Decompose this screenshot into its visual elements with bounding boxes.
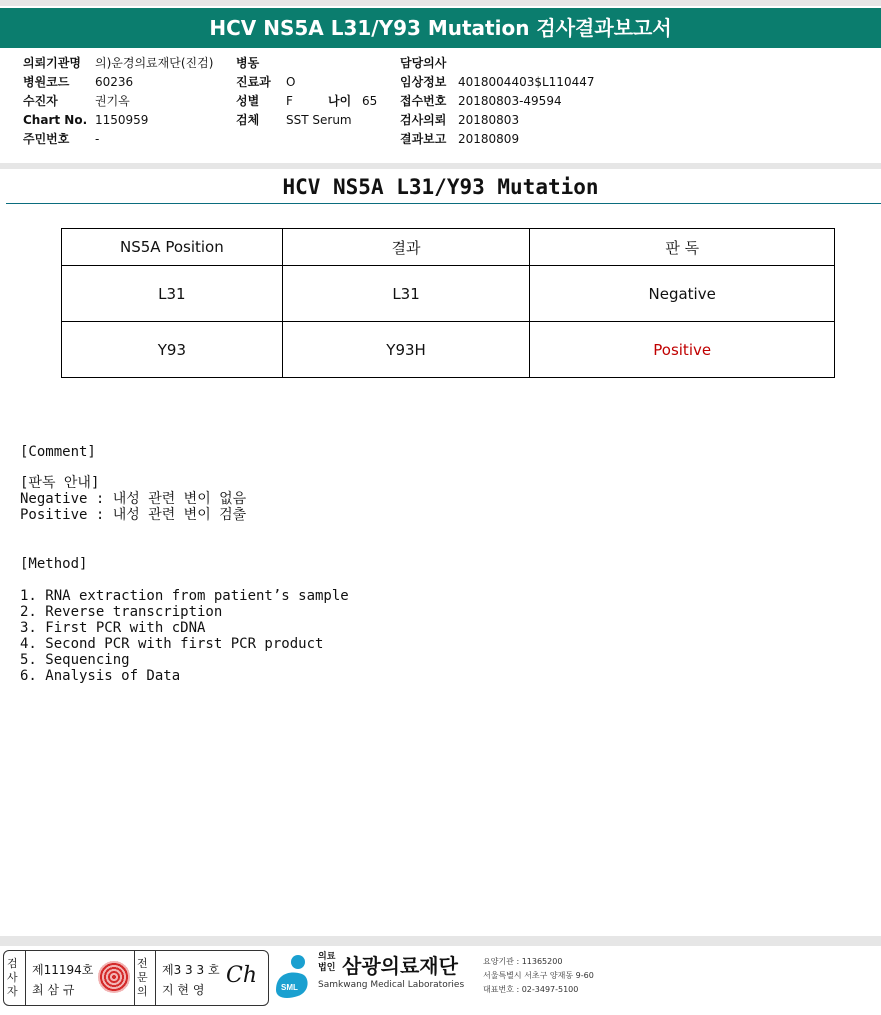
signature: Ch [226,963,258,988]
info-value: 20180803-49594 [458,94,562,108]
org-code: 요양기관 : 11365200 [483,957,563,966]
box-divider [134,951,135,1005]
report-title: HCV NS5A L31/Y93 Mutation [282,175,599,199]
section-divider [0,163,881,169]
method-step: 3. First PCR with cDNA [20,620,206,636]
info-value: - [95,132,100,146]
method-step: 5. Sequencing [20,652,130,668]
footer-divider [0,936,881,946]
top-border [0,0,881,6]
info-value: O [286,75,296,89]
info-label: 수진자 [23,94,58,108]
corp-prefix: 의료법인 [318,952,336,973]
specialist-number: 제3 3 3 호 [162,963,220,977]
age-label: 나이 [328,94,352,108]
guide-line: Negative : 내성 관련 변이 없음 [20,491,247,507]
table-header-row [62,229,835,266]
phone: 대표번호 : 02-3497-5100 [483,985,579,994]
table-row [62,266,835,322]
info-label: 검체 [236,113,260,127]
tester-number: 제11194호 [32,963,94,977]
box-divider [155,951,156,1005]
cell-position: L31 [62,266,283,322]
info-label: 접수번호 [400,94,447,108]
method-step: 1. RNA extraction from patient’s sample [20,588,349,604]
info-value: 의)운경의료재단(진검) [95,56,214,70]
box-divider [25,951,26,1005]
logo-text: SML [281,983,298,992]
info-value: 권기옥 [95,94,130,108]
info-label: 결과보고 [400,132,447,146]
results-table [61,228,835,378]
info-value: 1150959 [95,113,149,127]
info-value: SST Serum [286,113,352,127]
cell-result: L31 [282,266,530,322]
info-label: 진료과 [236,75,271,89]
patient-info-col3 [400,54,594,149]
specialist-label: 전문의 [137,957,148,998]
header-position: NS5A Position [62,229,283,266]
title-underline [6,203,881,204]
cell-result: Y93H [282,322,530,378]
cell-interpretation-positive: Positive [530,322,835,378]
corp-name: 삼광의료재단 [342,954,458,978]
info-label: 의뢰기관명 [23,56,81,70]
stamp-seal [98,961,130,993]
report-header-title: HCV NS5A L31/Y93 Mutation 검사결과보고서 [0,8,881,48]
info-label: 병원코드 [23,75,70,89]
header-result: 결과 [282,229,530,266]
info-value: F [286,94,293,108]
table-row [62,322,835,378]
info-value: 4018004403$L110447 [458,75,595,89]
address: 서울특별시 서초구 양재동 9-60 [483,971,594,980]
info-label: 성별 [236,94,260,108]
sml-logo-icon [272,952,312,1000]
specialist-name: 지 현 영 [162,983,205,997]
info-label: 주민번호 [23,132,70,146]
info-label: 병동 [236,56,260,70]
guide-line: Positive : 내성 관련 변이 검출 [20,507,247,523]
info-value: 60236 [95,75,134,89]
cell-position: Y93 [62,322,283,378]
info-label: 임상정보 [400,75,447,89]
signature-box [3,950,269,1006]
tester-name: 최 삼 규 [32,983,75,997]
info-label: Chart No. [23,113,88,127]
info-label: 담당의사 [400,56,447,70]
header-interpretation: 판 독 [530,229,835,266]
method-step: 6. Analysis of Data [20,668,181,684]
info-value: 20180803 [458,113,520,127]
comment-heading: [Comment] [20,444,96,460]
method-step: 4. Second PCR with first PCR product [20,636,324,652]
method-step: 2. Reverse transcription [20,604,223,620]
patient-info-col1 [23,54,213,149]
method-heading: [Method] [20,556,88,572]
info-label: 검사의뢰 [400,113,447,127]
tester-label: 검사자 [7,957,18,998]
corp-english: Samkwang Medical Laboratories [318,980,465,990]
patient-info-col2 [236,54,377,130]
info-value: 20180809 [458,132,520,146]
cell-interpretation: Negative [530,266,835,322]
age-value: 65 [362,94,378,108]
guide-heading: [판독 안내] [20,475,100,491]
